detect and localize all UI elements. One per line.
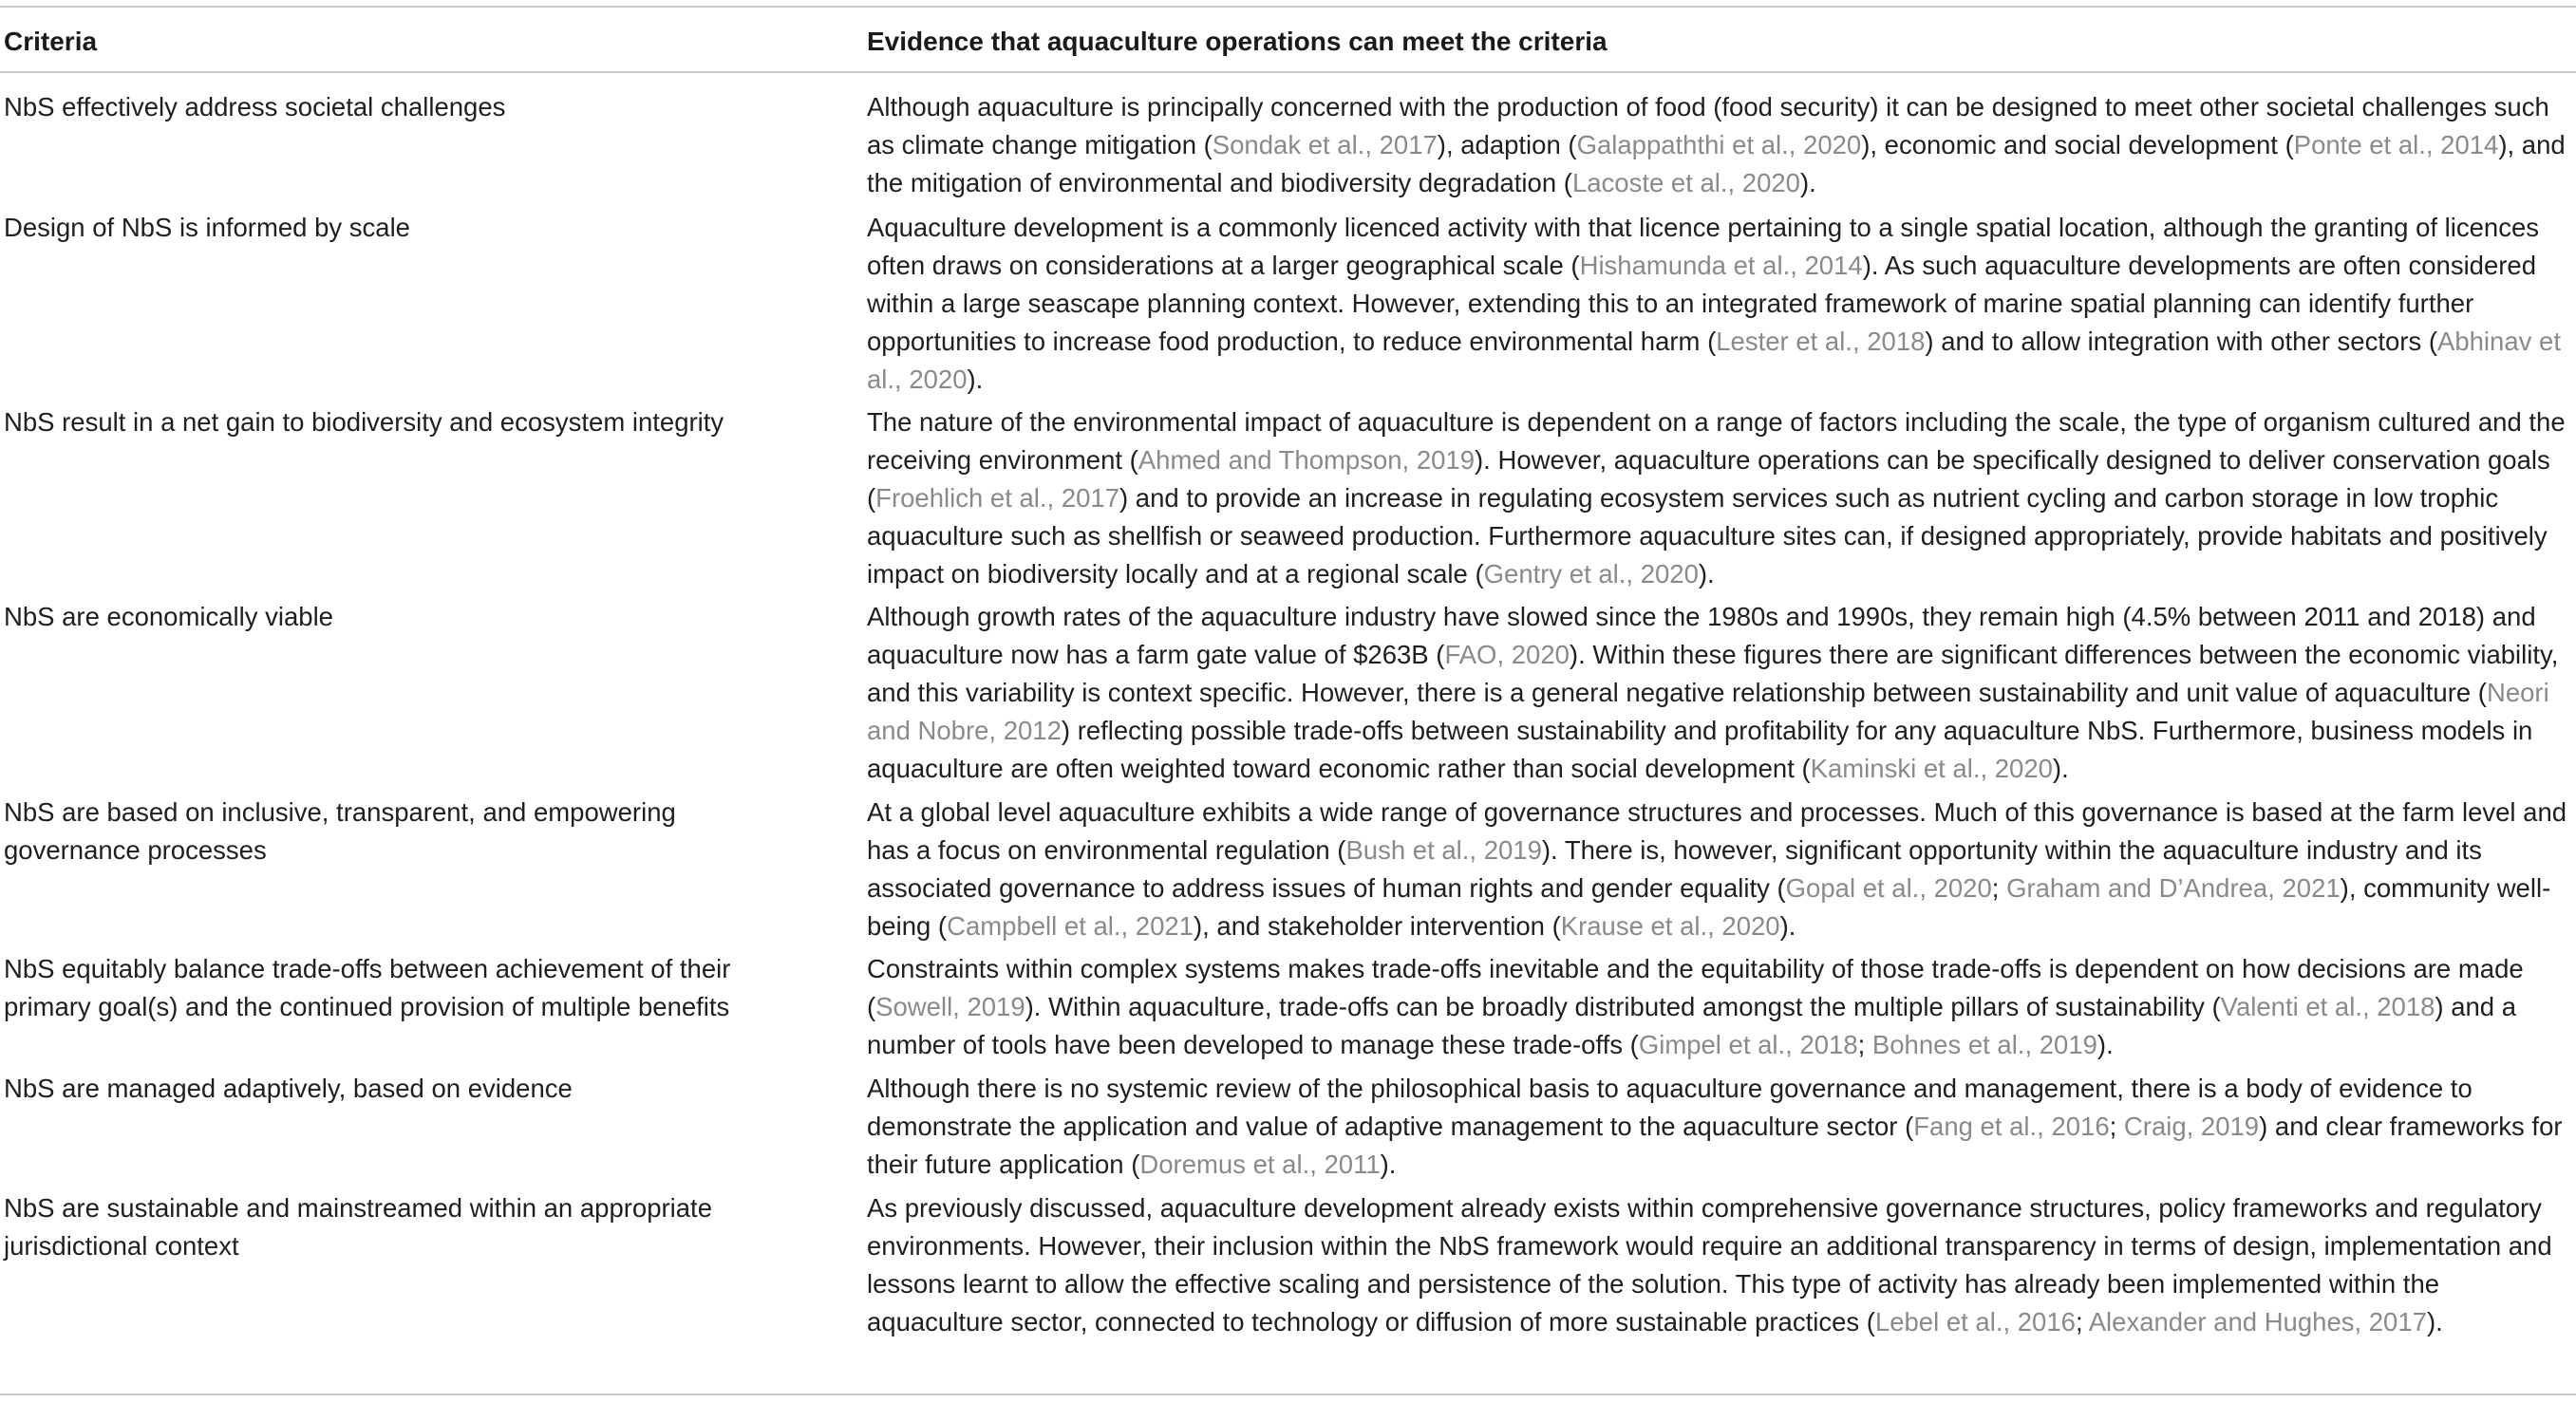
evidence-text: ), and stakeholder intervention ( bbox=[1193, 911, 1561, 941]
citation-link[interactable]: Froehlich et al., 2017 bbox=[875, 483, 1119, 513]
citation-link[interactable]: Galappaththi et al., 2020 bbox=[1576, 130, 1862, 159]
evidence-text: ) and a number of tools have been developed to manage these trade-offs ( bbox=[867, 992, 2517, 1059]
evidence-text: ) and to provide an increase in regulating ecosystem services such as nutrient cycling and carbon storage in low trophic aquaculture such as shellfish or seaweed production. Furthermore aquaculture sites can, if designed appropriately, provide habitats and positively impact on biodiversity locally and at a regional scale ( bbox=[867, 483, 2548, 589]
citation-link[interactable]: Campbell et al., 2021 bbox=[947, 911, 1194, 941]
evidence-text: Although aquaculture is principally concerned with the production of food (food security) it can be designed to meet other societal challenges such as climate change mitigation ( bbox=[867, 92, 2549, 159]
evidence-text: ) reflecting possible trade-offs between sustainability and profitability for any aquaculture NbS. Furthermore, business models in aquaculture are often weighted toward economic rather than social development ( bbox=[867, 716, 2533, 783]
evidence-text: ), community well-being ( bbox=[867, 873, 2551, 941]
criteria-cell: Design of NbS is informed by scale bbox=[4, 213, 410, 242]
evidence-text: ). Within aquaculture, trade-offs can be broadly distributed amongst the multiple pillars of sustainability ( bbox=[1025, 992, 2221, 1021]
citation-link[interactable]: Ahmed and Thompson, 2019 bbox=[1138, 445, 1476, 475]
citation-link[interactable]: Hishamunda et al., 2014 bbox=[1579, 251, 1863, 280]
evidence-text: ). bbox=[1779, 911, 1796, 941]
evidence-text: ). bbox=[967, 365, 984, 394]
evidence-text: ). Within these figures there are significant differences between the economic viability, and this variability is context specific. However, there is a general negative relationship between sustainability and unit value of aquaculture ( bbox=[867, 640, 2559, 707]
evidence-text: At a global level aquaculture exhibits a wide range of governance structures and processes. Much of this governance is based at the farm level and has a focus on environmental regulation ( bbox=[867, 797, 2567, 865]
column-header-evidence: Evidence that aquaculture operations can meet the criteria bbox=[867, 27, 1608, 56]
citation-link[interactable]: Bohnes et al., 2019 bbox=[1871, 1030, 2097, 1059]
evidence-text: Aquaculture development is a commonly licenced activity with that licence pertaining to a single spatial location, although the granting of licences often draws on considerations at a larger geographical scale ( bbox=[867, 213, 2540, 280]
evidence-text: ). bbox=[2097, 1030, 2114, 1059]
evidence-cell bbox=[867, 88, 2571, 202]
evidence-cell bbox=[867, 209, 2571, 399]
evidence-cell bbox=[867, 1070, 2571, 1184]
column-header-criteria: Criteria bbox=[4, 27, 98, 56]
evidence-text: As previously discussed, aquaculture development already exists within comprehensive governance structures, policy frameworks and regulatory environments. However, their inclusion within the NbS framework would require an additional transparency in terms of design, implementation and lessons learnt to allow the effective scaling and persistence of the solution. This type of activity has already been implemented within the aquaculture sector, connected to technology or diffusion of more sustainable practices ( bbox=[867, 1193, 2552, 1337]
evidence-text: ). bbox=[1799, 168, 1816, 197]
criteria-cell: NbS equitably balance trade-offs between achievement of their primary goal(s) and the continued provision of multiple benefits bbox=[4, 954, 731, 1021]
evidence-text: Although growth rates of the aquaculture industry have slowed since the 1980s and 1990s, they remain high (4.5% between 2011 and 2018) and aquaculture now has a farm gate value of $263B ( bbox=[867, 602, 2536, 669]
citation-link[interactable]: Neori and Nobre, 2012 bbox=[867, 678, 2549, 745]
citation-link[interactable]: Alexander and Hughes, 2017 bbox=[2088, 1307, 2427, 1337]
citation-link[interactable]: Kaminski et al., 2020 bbox=[1810, 754, 2053, 783]
evidence-cell bbox=[867, 1189, 2571, 1341]
evidence-text: ). However, aquaculture operations can be specifically designed to deliver conservation goals ( bbox=[867, 445, 2550, 513]
header-bottom-rule bbox=[0, 71, 2576, 73]
criteria-cell: NbS are managed adaptively, based on evidence bbox=[4, 1074, 573, 1103]
citation-link[interactable]: Graham and D’Andrea, 2021 bbox=[2006, 873, 2341, 903]
evidence-text: ). There is, however, significant opportunity within the aquaculture industry and its associated governance to address issues of human rights and gender equality ( bbox=[867, 835, 2482, 903]
citation-link[interactable]: Gopal et al., 2020 bbox=[1785, 873, 1992, 903]
evidence-text: Constraints within complex systems makes trade-offs inevitable and the equitability of those trade-offs is dependent on how decisions are made ( bbox=[867, 954, 2524, 1021]
evidence-text: The nature of the environmental impact of aquaculture is dependent on a range of factors including the scale, the type of organism cultured and the receiving environment ( bbox=[867, 407, 2566, 475]
criteria-cell: NbS are sustainable and mainstreamed within an appropriate jurisdictional context bbox=[4, 1193, 712, 1261]
citation-link[interactable]: Lester et al., 2018 bbox=[1716, 327, 1926, 356]
citation-link[interactable]: Abhinav et al., 2020 bbox=[867, 327, 2561, 394]
evidence-text: Although there is no systemic review of the philosophical basis to aquaculture governance and management, there is a body of evidence to demonstrate the application and value of adaptive management to the aquaculture sector ( bbox=[867, 1074, 2473, 1141]
evidence-text: ) and clear frameworks for their future application ( bbox=[867, 1112, 2563, 1179]
evidence-text: ), adaption ( bbox=[1437, 130, 1577, 159]
evidence-text: ; bbox=[1991, 873, 2007, 903]
citation-link[interactable]: Ponte et al., 2014 bbox=[2293, 130, 2499, 159]
criteria-cell: NbS effectively address societal challenges bbox=[4, 92, 506, 122]
evidence-text: ). bbox=[1380, 1150, 1397, 1179]
criteria-cell: NbS result in a net gain to biodiversity and ecosystem integrity bbox=[4, 407, 724, 437]
citation-link[interactable]: Sondak et al., 2017 bbox=[1212, 130, 1438, 159]
evidence-text: ). bbox=[2052, 754, 2069, 783]
criteria-cell: NbS are economically viable bbox=[4, 602, 333, 631]
citation-link[interactable]: Lacoste et al., 2020 bbox=[1571, 168, 1800, 197]
citation-link[interactable]: Krause et al., 2020 bbox=[1560, 911, 1780, 941]
citation-link[interactable]: FAO, 2020 bbox=[1444, 640, 1570, 669]
evidence-text: ) and to allow integration with other sectors ( bbox=[1925, 327, 2437, 356]
citation-link[interactable]: Gimpel et al., 2018 bbox=[1638, 1030, 1858, 1059]
evidence-cell bbox=[867, 598, 2571, 788]
table-bottom-rule bbox=[0, 1393, 2576, 1395]
citation-link[interactable]: Craig, 2019 bbox=[2123, 1112, 2260, 1141]
citation-link[interactable]: Fang et al., 2016 bbox=[1913, 1112, 2110, 1141]
citation-link[interactable]: Bush et al., 2019 bbox=[1345, 835, 1542, 865]
citation-link[interactable]: Sowell, 2019 bbox=[875, 992, 1025, 1021]
citation-link[interactable]: Doremus et al., 2011 bbox=[1139, 1150, 1381, 1179]
evidence-text: ; bbox=[2109, 1112, 2124, 1141]
citation-link[interactable]: Valenti et al., 2018 bbox=[2220, 992, 2435, 1021]
table-top-rule bbox=[0, 6, 2576, 8]
evidence-cell bbox=[867, 950, 2571, 1064]
evidence-text: ), and the mitigation of environmental and biodiversity degradation ( bbox=[867, 130, 2566, 197]
citation-link[interactable]: Lebel et al., 2016 bbox=[1874, 1307, 2076, 1337]
evidence-text: ; bbox=[1857, 1030, 1872, 1059]
citation-link[interactable]: Gentry et al., 2020 bbox=[1483, 559, 1699, 589]
evidence-text: ; bbox=[2075, 1307, 2089, 1337]
evidence-text: ), economic and social development ( bbox=[1861, 130, 2294, 159]
evidence-text: ). bbox=[2426, 1307, 2443, 1337]
evidence-cell bbox=[867, 794, 2571, 945]
evidence-cell bbox=[867, 403, 2571, 593]
evidence-text: ). bbox=[1698, 559, 1715, 589]
evidence-text: ). As such aquaculture developments are often considered within a large seascape planning context. However, extending this to an integrated framework of marine spatial planning can identify further opportunities to increase food production, to reduce environmental harm ( bbox=[867, 251, 2537, 356]
criteria-cell: NbS are based on inclusive, transparent, and empowering governance processes bbox=[4, 797, 676, 865]
